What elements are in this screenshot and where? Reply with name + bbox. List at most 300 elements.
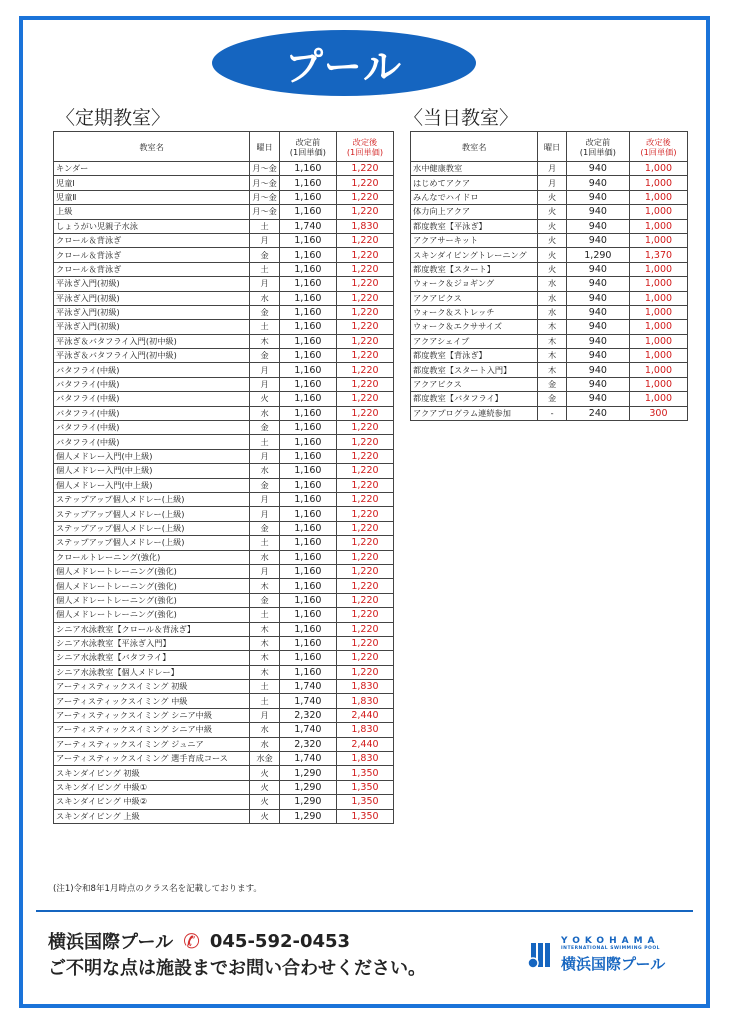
class-name-cell: 上級	[54, 205, 250, 219]
class-name-cell: 都度教室【スタート】	[411, 262, 538, 276]
table-row	[54, 262, 394, 276]
new-price-cell: 1,220	[336, 233, 393, 247]
class-name-cell: ステップアップ個人メドレー(上級)	[54, 492, 250, 506]
col-header-class: 教室名	[54, 132, 250, 162]
new-price-cell: 1,220	[336, 421, 393, 435]
new-price-cell: 1,220	[336, 665, 393, 679]
col-header-old-price: 改定前 (1回単価)	[279, 132, 336, 162]
logo-text-jp: 横浜国際プール	[561, 955, 666, 973]
day-cell: 木	[250, 651, 280, 665]
day-cell: 月	[250, 507, 280, 521]
new-price-cell: 1,220	[336, 564, 393, 578]
new-price-cell: 1,000	[629, 334, 687, 348]
inquiry-text: ご不明な点は施設までお問い合わせください。	[48, 958, 426, 979]
new-price-cell: 1,220	[336, 622, 393, 636]
old-price-cell: 1,290	[566, 248, 629, 262]
class-name-cell: 個人メドレートレーニング(強化)	[54, 608, 250, 622]
day-cell: 月	[250, 277, 280, 291]
table-row	[54, 780, 394, 794]
old-price-cell: 1,160	[279, 392, 336, 406]
old-price-cell: 940	[566, 392, 629, 406]
col-header-new-price: 改定後 (1回単価)	[629, 132, 687, 162]
table-row	[411, 248, 688, 262]
class-name-cell: 個人メドレー入門(中上級)	[54, 464, 250, 478]
new-price-cell: 1,000	[629, 233, 687, 247]
old-price-cell: 1,160	[279, 349, 336, 363]
day-cell: 木	[250, 579, 280, 593]
new-price-cell: 1,350	[336, 795, 393, 809]
day-cell: 月～金	[250, 190, 280, 204]
day-cell: 火	[538, 205, 567, 219]
class-name-cell: シニア水泳教室【個人メドレー】	[54, 665, 250, 679]
new-price-cell: 1,370	[629, 248, 687, 262]
day-cell: 木	[250, 334, 280, 348]
class-name-cell: 個人メドレートレーニング(強化)	[54, 593, 250, 607]
old-price-cell: 1,290	[279, 809, 336, 823]
old-price-cell: 1,290	[279, 766, 336, 780]
regular-heading: 〈定期教室〉	[56, 107, 171, 129]
class-name-cell: 水中健康教室	[411, 162, 538, 176]
day-cell: 土	[250, 536, 280, 550]
old-price-cell: 940	[566, 205, 629, 219]
class-name-cell: 個人メドレートレーニング(強化)	[54, 579, 250, 593]
old-price-cell: 940	[566, 219, 629, 233]
regular-table	[53, 131, 394, 824]
class-name-cell: スキンダイビングトレーニング	[411, 248, 538, 262]
new-price-cell: 1,220	[336, 377, 393, 391]
new-price-cell: 1,220	[336, 507, 393, 521]
new-price-cell: 1,220	[336, 406, 393, 420]
new-price-cell: 1,830	[336, 694, 393, 708]
class-name-cell: 都度教室【スタート入門】	[411, 363, 538, 377]
table-row	[54, 464, 394, 478]
day-cell: 木	[538, 363, 567, 377]
day-cell: 土	[250, 694, 280, 708]
new-price-cell: 1,220	[336, 521, 393, 535]
old-price-cell: 1,160	[279, 665, 336, 679]
old-price-cell: 1,160	[279, 334, 336, 348]
class-name-cell: バタフライ(中級)	[54, 406, 250, 420]
class-name-cell: バタフライ(中級)	[54, 377, 250, 391]
old-price-cell: 240	[566, 406, 629, 420]
class-name-cell: はじめてアクア	[411, 176, 538, 190]
old-price-cell: 1,160	[279, 564, 336, 578]
table-row	[54, 723, 394, 737]
table-row	[411, 334, 688, 348]
class-name-cell: しょうがい児親子水泳	[54, 219, 250, 233]
old-price-cell: 940	[566, 190, 629, 204]
class-name-cell: クロール＆背泳ぎ	[54, 248, 250, 262]
day-cell: 金	[538, 377, 567, 391]
old-price-cell: 1,160	[279, 262, 336, 276]
day-cell: 月	[250, 363, 280, 377]
old-price-cell: 1,160	[279, 521, 336, 535]
day-cell: 水	[250, 723, 280, 737]
class-name-cell: ステップアップ個人メドレー(上級)	[54, 507, 250, 521]
new-price-cell: 1,220	[336, 334, 393, 348]
new-price-cell: 1,000	[629, 320, 687, 334]
col-header-class: 教室名	[411, 132, 538, 162]
class-name-cell: スキンダイビング 中級②	[54, 795, 250, 809]
footer-divider	[36, 910, 693, 912]
footer-contact	[48, 928, 350, 954]
new-price-cell: 2,440	[336, 737, 393, 751]
old-price-cell: 940	[566, 277, 629, 291]
class-name-cell: バタフライ(中級)	[54, 363, 250, 377]
day-cell: -	[538, 406, 567, 420]
new-price-cell: 1,220	[336, 262, 393, 276]
table-row	[411, 320, 688, 334]
day-cell: 土	[250, 608, 280, 622]
day-cell: 土	[250, 435, 280, 449]
old-price-cell: 940	[566, 176, 629, 190]
class-name-cell: ウォーク＆ジョギング	[411, 277, 538, 291]
table-row	[411, 406, 688, 420]
table-row	[411, 363, 688, 377]
new-price-cell: 1,220	[336, 464, 393, 478]
new-price-cell: 1,000	[629, 277, 687, 291]
table-row	[411, 262, 688, 276]
class-name-cell: スキンダイビング 上級	[54, 809, 250, 823]
class-name-cell: 個人メドレートレーニング(強化)	[54, 564, 250, 578]
old-price-cell: 1,160	[279, 363, 336, 377]
class-name-cell: 児童Ⅱ	[54, 190, 250, 204]
table-row	[54, 795, 394, 809]
old-price-cell: 1,740	[279, 219, 336, 233]
old-price-cell: 1,160	[279, 478, 336, 492]
day-cell: 月	[250, 564, 280, 578]
class-name-cell: 体力向上アクア	[411, 205, 538, 219]
table-row	[54, 349, 394, 363]
class-name-cell: 都度教室【背泳ぎ】	[411, 349, 538, 363]
new-price-cell: 1,220	[336, 248, 393, 262]
table-row	[54, 190, 394, 204]
day-cell: 木	[250, 622, 280, 636]
old-price-cell: 1,160	[279, 593, 336, 607]
class-name-cell: 個人メドレー入門(中上級)	[54, 478, 250, 492]
class-name-cell: 平泳ぎ入門(初級)	[54, 291, 250, 305]
table-row	[54, 176, 394, 190]
new-price-cell: 1,000	[629, 392, 687, 406]
old-price-cell: 940	[566, 320, 629, 334]
table-row	[54, 579, 394, 593]
class-name-cell: アーティスティックスイミング 初級	[54, 680, 250, 694]
old-price-cell: 940	[566, 334, 629, 348]
old-price-cell: 1,160	[279, 205, 336, 219]
new-price-cell: 1,000	[629, 305, 687, 319]
new-price-cell: 1,000	[629, 262, 687, 276]
class-name-cell: アクアシェイプ	[411, 334, 538, 348]
table-row	[54, 233, 394, 247]
table-row	[411, 176, 688, 190]
table-row	[411, 219, 688, 233]
table-row	[54, 694, 394, 708]
new-price-cell: 1,000	[629, 219, 687, 233]
table-row	[54, 665, 394, 679]
old-price-cell: 940	[566, 305, 629, 319]
old-price-cell: 1,160	[279, 305, 336, 319]
class-name-cell: アーティスティックスイミング 選手育成コース	[54, 752, 250, 766]
day-cell: 木	[538, 320, 567, 334]
table-row	[54, 752, 394, 766]
new-price-cell: 1,220	[336, 478, 393, 492]
new-price-cell: 300	[629, 406, 687, 420]
old-price-cell: 1,160	[279, 406, 336, 420]
table-row	[54, 680, 394, 694]
facility-logo	[525, 936, 685, 972]
class-name-cell: 都度教室【平泳ぎ】	[411, 219, 538, 233]
old-price-cell: 1,160	[279, 190, 336, 204]
new-price-cell: 1,000	[629, 176, 687, 190]
table-row	[54, 392, 394, 406]
old-price-cell: 1,160	[279, 464, 336, 478]
day-cell: 土	[250, 320, 280, 334]
old-price-cell: 1,160	[279, 492, 336, 506]
table-row	[54, 564, 394, 578]
new-price-cell: 1,220	[336, 492, 393, 506]
pool-logo-icon	[525, 940, 555, 970]
day-cell: 月	[250, 492, 280, 506]
table-row	[54, 809, 394, 823]
day-cell: 火	[538, 219, 567, 233]
table-row	[411, 392, 688, 406]
day-cell: 火	[538, 262, 567, 276]
class-name-cell: 個人メドレー入門(中上級)	[54, 449, 250, 463]
class-name-cell: ウォーク＆エクササイズ	[411, 320, 538, 334]
new-price-cell: 1,000	[629, 190, 687, 204]
day-cell: 金	[250, 421, 280, 435]
day-cell: 火	[250, 795, 280, 809]
table-row	[411, 277, 688, 291]
table-row	[411, 162, 688, 176]
old-price-cell: 1,160	[279, 536, 336, 550]
day-cell: 水金	[250, 752, 280, 766]
new-price-cell: 1,220	[336, 162, 393, 176]
class-name-cell: アクアプログラム連続参加	[411, 406, 538, 420]
table-row	[54, 162, 394, 176]
day-cell: 月	[538, 162, 567, 176]
table-row	[54, 377, 394, 391]
new-price-cell: 1,220	[336, 291, 393, 305]
day-cell: 金	[538, 392, 567, 406]
day-cell: 木	[250, 636, 280, 650]
new-price-cell: 1,220	[336, 608, 393, 622]
day-cell: 水	[250, 737, 280, 751]
day-cell: 土	[250, 680, 280, 694]
day-cell: 金	[250, 305, 280, 319]
new-price-cell: 1,220	[336, 536, 393, 550]
day-cell: 火	[538, 248, 567, 262]
table-row	[54, 507, 394, 521]
new-price-cell: 2,440	[336, 708, 393, 722]
table-row	[54, 492, 394, 506]
table-row	[411, 205, 688, 219]
day-cell: 木	[538, 334, 567, 348]
day-cell: 金	[250, 478, 280, 492]
new-price-cell: 1,220	[336, 363, 393, 377]
new-price-cell: 1,350	[336, 780, 393, 794]
table-row	[54, 737, 394, 751]
logo-text-en: YOKOHAMA	[561, 936, 660, 946]
phone-icon: ✆	[183, 929, 200, 953]
col-header-new-price: 改定後 (1回単価)	[336, 132, 393, 162]
table-row	[54, 421, 394, 435]
old-price-cell: 1,290	[279, 780, 336, 794]
col-header-day: 曜日	[538, 132, 567, 162]
old-price-cell: 1,160	[279, 651, 336, 665]
table-row	[54, 248, 394, 262]
page-title: プール	[212, 30, 476, 96]
old-price-cell: 1,160	[279, 636, 336, 650]
day-cell: 火	[538, 190, 567, 204]
table-row	[54, 550, 394, 564]
old-price-cell: 940	[566, 377, 629, 391]
new-price-cell: 1,000	[629, 291, 687, 305]
class-name-cell: ウォーク＆ストレッチ	[411, 305, 538, 319]
new-price-cell: 1,000	[629, 349, 687, 363]
class-name-cell: アーティスティックスイミング シニア中級	[54, 723, 250, 737]
day-cell: 水	[538, 291, 567, 305]
old-price-cell: 1,740	[279, 723, 336, 737]
day-cell: 月	[250, 449, 280, 463]
new-price-cell: 1,350	[336, 766, 393, 780]
old-price-cell: 1,160	[279, 233, 336, 247]
old-price-cell: 1,160	[279, 291, 336, 305]
table-row	[54, 320, 394, 334]
new-price-cell: 1,830	[336, 219, 393, 233]
old-price-cell: 1,160	[279, 176, 336, 190]
old-price-cell: 1,160	[279, 435, 336, 449]
day-cell: 木	[538, 349, 567, 363]
old-price-cell: 1,160	[279, 449, 336, 463]
new-price-cell: 1,000	[629, 205, 687, 219]
new-price-cell: 1,220	[336, 320, 393, 334]
class-name-cell: シニア水泳教室【平泳ぎ入門】	[54, 636, 250, 650]
day-cell: 木	[250, 665, 280, 679]
old-price-cell: 1,160	[279, 320, 336, 334]
table-row	[411, 233, 688, 247]
new-price-cell: 1,220	[336, 435, 393, 449]
old-price-cell: 1,160	[279, 162, 336, 176]
day-cell: 月	[538, 176, 567, 190]
day-cell: 水	[538, 305, 567, 319]
old-price-cell: 1,160	[279, 248, 336, 262]
new-price-cell: 1,220	[336, 392, 393, 406]
day-cell: 水	[250, 464, 280, 478]
old-price-cell: 1,740	[279, 680, 336, 694]
new-price-cell: 1,830	[336, 723, 393, 737]
new-price-cell: 1,830	[336, 752, 393, 766]
day-cell: 火	[250, 809, 280, 823]
old-price-cell: 940	[566, 233, 629, 247]
class-name-cell: バタフライ(中級)	[54, 421, 250, 435]
table-row	[54, 651, 394, 665]
old-price-cell: 940	[566, 262, 629, 276]
table-row	[54, 608, 394, 622]
old-price-cell: 940	[566, 363, 629, 377]
class-name-cell: スキンダイビング 初級	[54, 766, 250, 780]
dropin-heading: 〈当日教室〉	[404, 107, 519, 129]
class-name-cell: バタフライ(中級)	[54, 392, 250, 406]
table-row	[411, 349, 688, 363]
new-price-cell: 1,220	[336, 550, 393, 564]
class-name-cell: シニア水泳教室【バタフライ】	[54, 651, 250, 665]
old-price-cell: 1,740	[279, 694, 336, 708]
new-price-cell: 1,220	[336, 176, 393, 190]
new-price-cell: 1,830	[336, 680, 393, 694]
day-cell: 金	[250, 248, 280, 262]
table-row	[54, 478, 394, 492]
table-row	[54, 766, 394, 780]
class-name-cell: クロール＆背泳ぎ	[54, 262, 250, 276]
table-row	[54, 406, 394, 420]
class-name-cell: 都度教室【バタフライ】	[411, 392, 538, 406]
class-name-cell: 平泳ぎ入門(初級)	[54, 305, 250, 319]
day-cell: 火	[250, 780, 280, 794]
old-price-cell: 1,160	[279, 608, 336, 622]
table-row	[54, 334, 394, 348]
old-price-cell: 940	[566, 291, 629, 305]
day-cell: 月	[250, 233, 280, 247]
table-row	[54, 205, 394, 219]
table-row	[54, 622, 394, 636]
logo-text-sub: INTERNATIONAL SWIMMING POOL	[561, 946, 661, 951]
day-cell: 水	[250, 406, 280, 420]
col-header-day: 曜日	[250, 132, 280, 162]
old-price-cell: 1,290	[279, 795, 336, 809]
class-name-cell: アーティスティックスイミング 中級	[54, 694, 250, 708]
new-price-cell: 1,220	[336, 636, 393, 650]
class-name-cell: クロール＆背泳ぎ	[54, 233, 250, 247]
class-name-cell: キンダー	[54, 162, 250, 176]
table-row	[54, 593, 394, 607]
day-cell: 土	[250, 219, 280, 233]
class-name-cell: 平泳ぎ＆バタフライ入門(初中級)	[54, 349, 250, 363]
table-row	[54, 449, 394, 463]
new-price-cell: 1,220	[336, 305, 393, 319]
class-name-cell: みんなでハイドロ	[411, 190, 538, 204]
day-cell: 土	[250, 262, 280, 276]
facility-name: 横浜国際プール	[48, 932, 174, 953]
table-row	[54, 521, 394, 535]
day-cell: 金	[250, 521, 280, 535]
class-name-cell: クロールトレーニング(強化)	[54, 550, 250, 564]
table-row	[411, 305, 688, 319]
day-cell: 火	[250, 392, 280, 406]
class-name-cell: 児童Ⅰ	[54, 176, 250, 190]
day-cell: 月～金	[250, 205, 280, 219]
table-row	[54, 305, 394, 319]
dropin-table	[410, 131, 688, 421]
old-price-cell: 940	[566, 162, 629, 176]
table-row	[54, 291, 394, 305]
table-row	[54, 708, 394, 722]
new-price-cell: 1,220	[336, 205, 393, 219]
day-cell: 月～金	[250, 176, 280, 190]
day-cell: 水	[250, 291, 280, 305]
class-name-cell: バタフライ(中級)	[54, 435, 250, 449]
new-price-cell: 1,220	[336, 593, 393, 607]
old-price-cell: 1,160	[279, 507, 336, 521]
table-row	[411, 377, 688, 391]
new-price-cell: 1,220	[336, 277, 393, 291]
table-row	[54, 363, 394, 377]
table-row	[54, 636, 394, 650]
class-name-cell: 平泳ぎ入門(初級)	[54, 277, 250, 291]
new-price-cell: 1,220	[336, 651, 393, 665]
col-header-old-price: 改定前 (1回単価)	[566, 132, 629, 162]
new-price-cell: 1,350	[336, 809, 393, 823]
